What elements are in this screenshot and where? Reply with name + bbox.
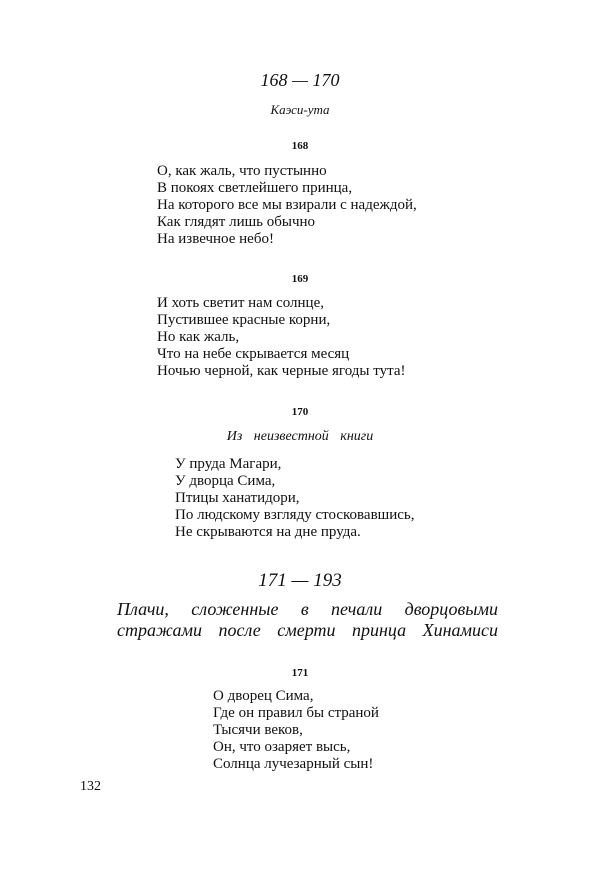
poem-line: У дворца Сима, xyxy=(175,473,276,489)
poem-group-range: 171 — 193 xyxy=(258,570,342,591)
poem-line: Что на небе скрывается месяц xyxy=(157,346,350,362)
poem-number-169: 169 xyxy=(291,273,309,285)
poem-line: Как глядят лишь обычно xyxy=(157,214,316,230)
poem-number-168: 168 xyxy=(291,140,309,152)
poem-line: О дворец Сима, xyxy=(213,688,314,704)
poem-171-text xyxy=(213,688,379,773)
poem-line: На которого все мы взирали с надеждой, xyxy=(157,197,417,213)
poem-line: В покоях светлейшего принца, xyxy=(157,180,353,196)
poem-line: Он, что озаряет высь, xyxy=(213,739,351,755)
poem-line: Пустившее красные корни, xyxy=(157,312,331,328)
section-title: Каэси-ута xyxy=(270,102,330,117)
poem-line: Но как жаль, xyxy=(157,329,240,345)
poem-line: Не скрываются на дне пруда. xyxy=(175,524,361,540)
poem-number-171: 171 xyxy=(291,667,309,679)
poem-168-text xyxy=(157,163,417,248)
poem-line: По людскому взгляду стосковавшись, xyxy=(175,507,415,523)
poem-line: Где он правил бы страной xyxy=(213,705,379,721)
poem-line: У пруда Магари, xyxy=(175,456,282,472)
section-heading-line: стражами после смерти принца Хинамиси xyxy=(117,620,498,640)
poem-number-170: 170 xyxy=(291,406,309,418)
poem-line: И хоть светит нам солнце, xyxy=(157,295,324,311)
page-number: 132 xyxy=(80,779,101,794)
poem-line: О, как жаль, что пустынно xyxy=(157,163,327,179)
poem-group-range: 168 — 170 xyxy=(260,70,340,90)
poem-line: Солнца лучезарный сын! xyxy=(213,756,374,772)
poem-line: Ночью черной, как черные ягоды тута! xyxy=(157,363,406,379)
poem-169-text xyxy=(157,295,405,380)
poem-170-text xyxy=(175,456,414,541)
poem-source: Из неизвестной книги xyxy=(226,429,374,444)
poem-line: На извечное небо! xyxy=(157,231,274,247)
section-heading-line: Плачи, сложенные в печали дворцовыми xyxy=(117,599,498,619)
poem-line: Тысячи веков, xyxy=(213,722,303,738)
poem-line: Птицы ханатидори, xyxy=(175,490,300,506)
